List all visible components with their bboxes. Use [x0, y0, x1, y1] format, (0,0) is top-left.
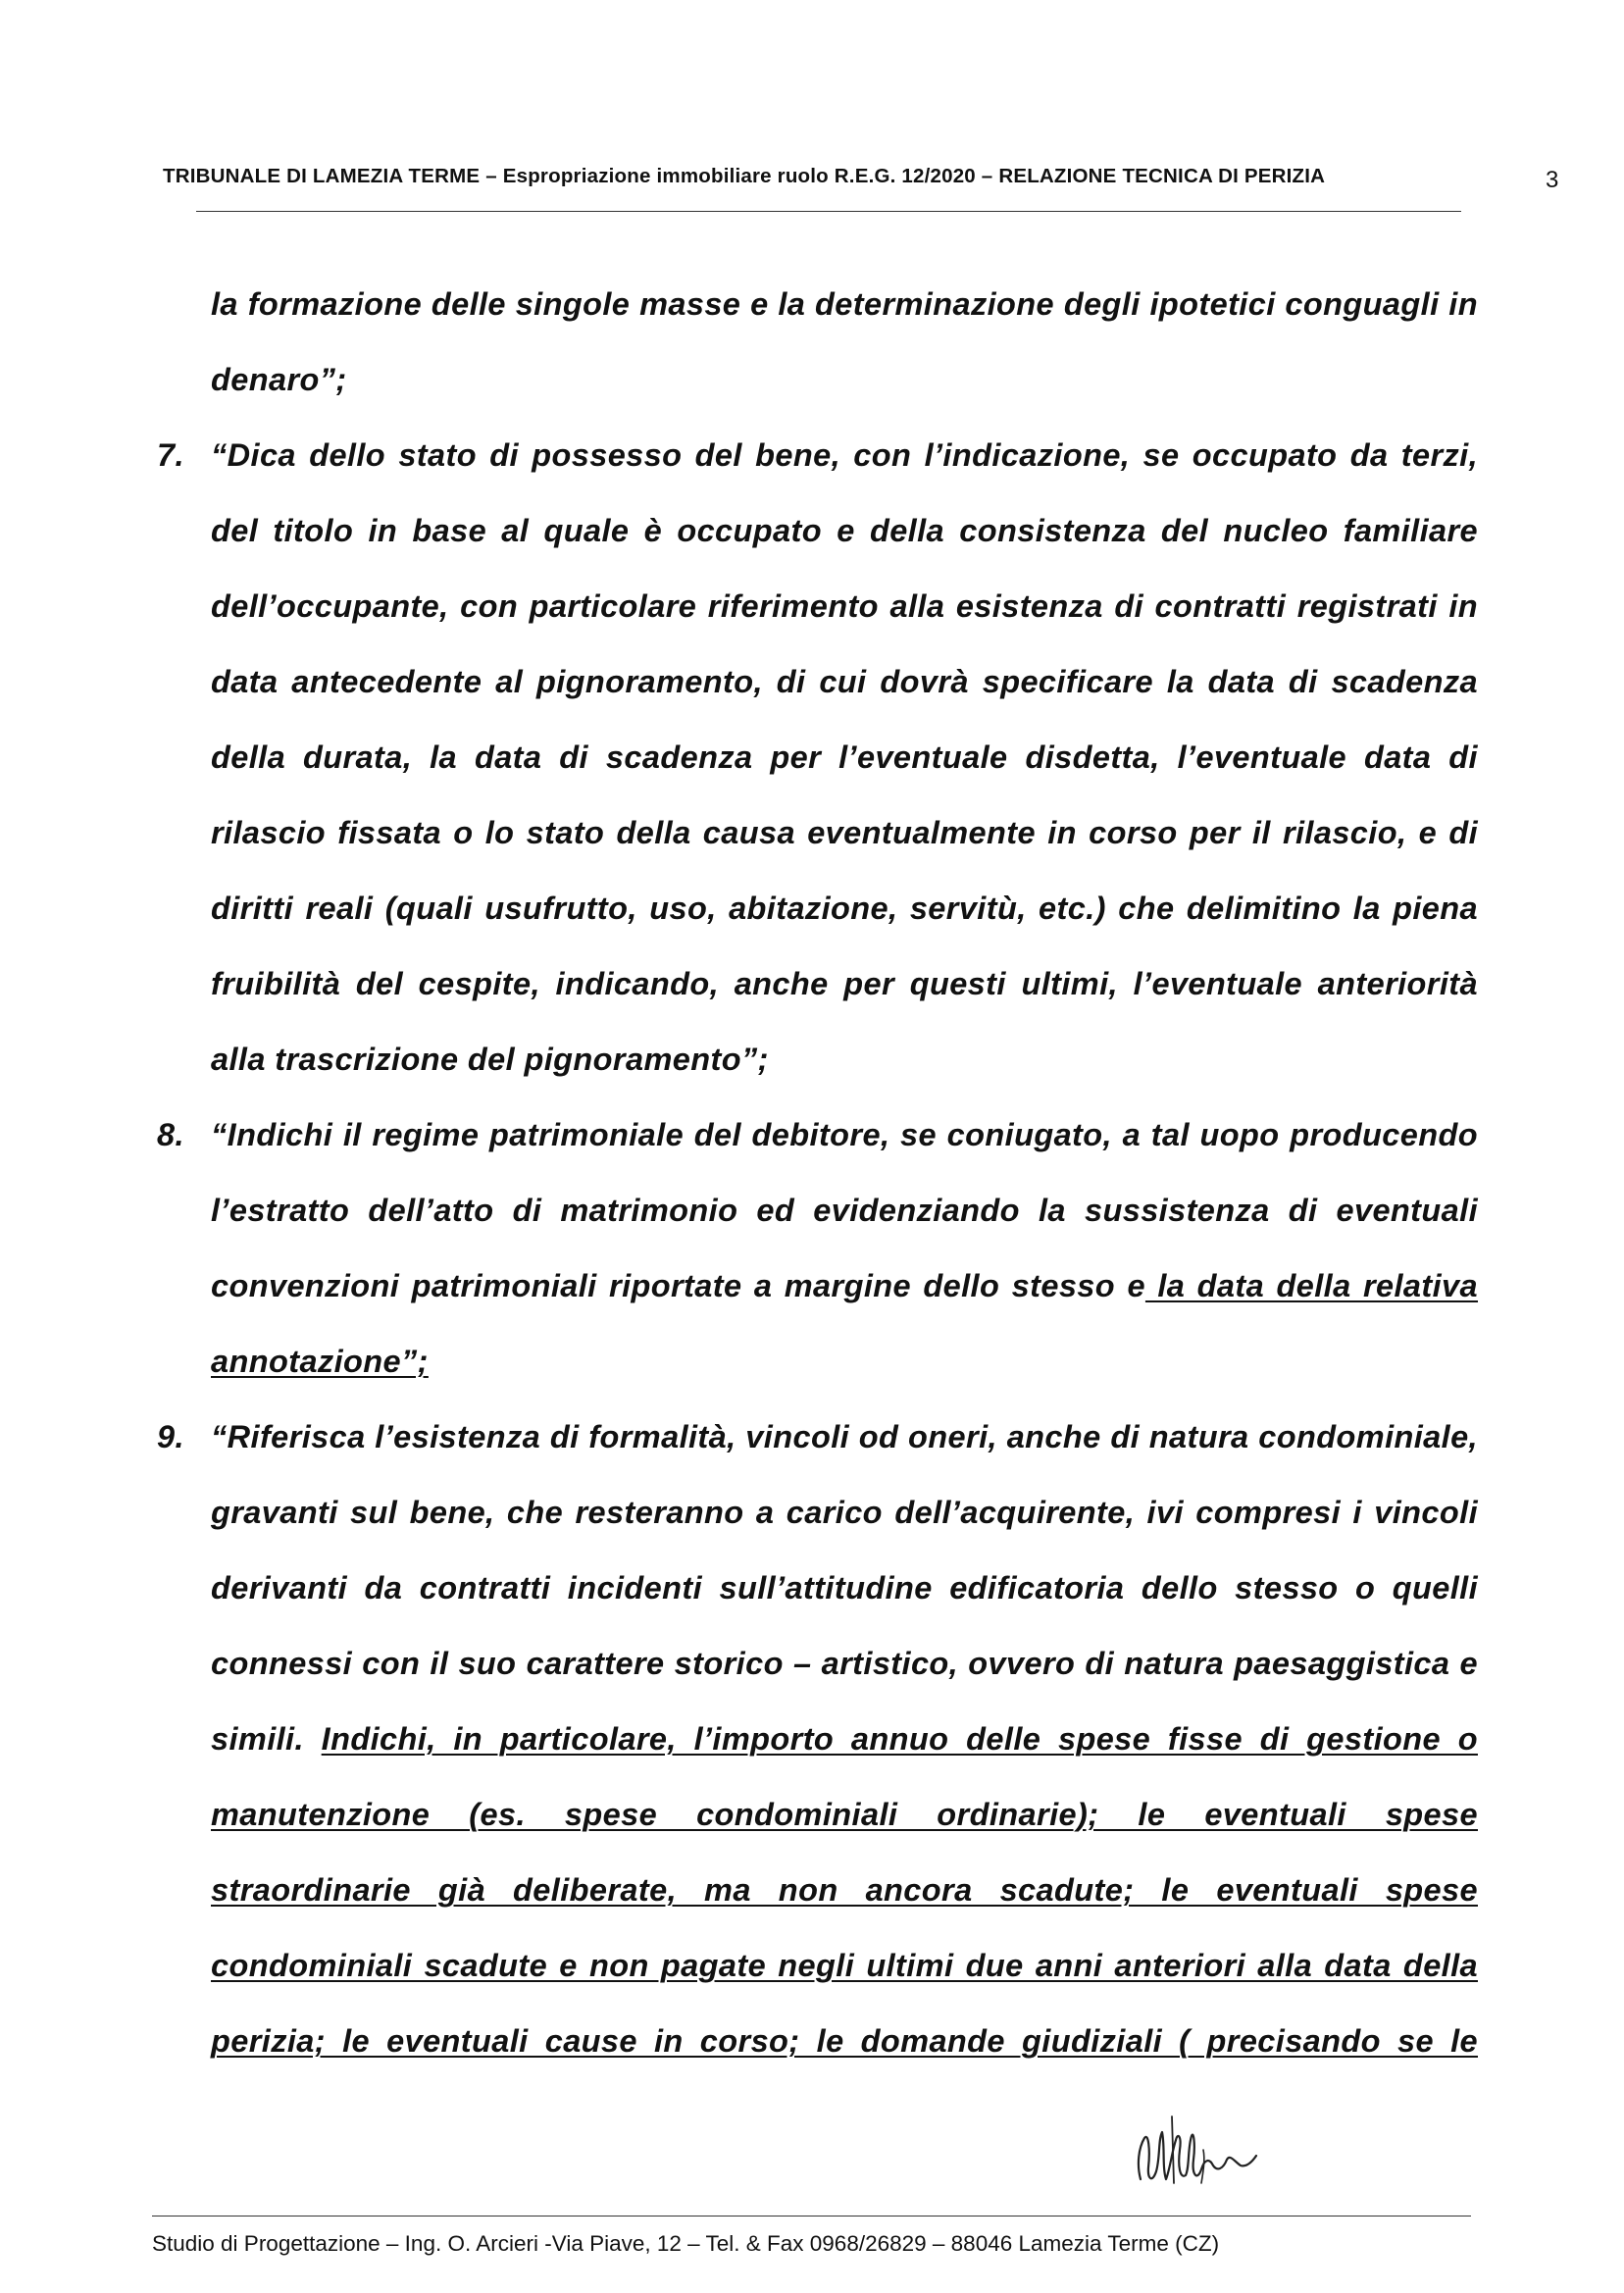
text-line — [211, 1946, 1478, 1985]
text-line: data antecedente al pignoramento, di cui dovrà specificare la data di scadenza — [211, 664, 1478, 699]
header-separator: – — [480, 165, 503, 187]
text-line — [211, 1266, 1478, 1305]
header-court: TRIBUNALE DI LAMEZIA TERME — [163, 165, 481, 187]
header-report-title: RELAZIONE TECNICA DI PERIZIA — [998, 165, 1326, 187]
text-line: del titolo in base al quale è occupato e della consistenza del nucleo familiare — [211, 513, 1478, 548]
text-line: dell’occupante, con particolare riferimento alla esistenza di contratti registrati in — [211, 588, 1478, 624]
text-line — [211, 1342, 1478, 1381]
text-line — [211, 1795, 1478, 1834]
item-number-9: 9. — [157, 1419, 184, 1454]
underlined-text: perizia; le eventuali cause in corso; le domande giudiziali ( precisando se le — [211, 2023, 1478, 2059]
text-line: gravanti sul bene, che resteranno a carico dell’acquirente, ivi compresi i vincoli — [211, 1495, 1478, 1530]
text-line: della durata, la data di scadenza per l’eventuale disdetta, l’eventuale data di — [211, 739, 1478, 775]
text-line: derivanti da contratti incidenti sull’attitudine edificatoria dello stesso o quelli — [211, 1570, 1478, 1605]
text-line: l’estratto dell’atto di matrimonio ed evidenziando la sussistenza di eventuali — [211, 1193, 1478, 1228]
signature-icon — [1133, 2111, 1260, 2189]
footer-rule — [152, 2216, 1471, 2217]
text-line: denaro”; — [211, 362, 347, 397]
text-line: alla trascrizione del pignoramento”; — [211, 1042, 769, 1077]
underlined-text: la data della relativa — [1144, 1268, 1479, 1303]
underlined-text: condominiali scadute e non pagate negli ultimi due anni anteriori alla data della — [211, 1948, 1478, 1983]
header-procedure: Espropriazione immobiliare ruolo R.E.G. 12/2020 — [502, 165, 976, 187]
page-footer: Studio di Progettazione – Ing. O. Arcieri -Via Piave, 12 – Tel. & Fax 0968/26829 – 88046 Lamezia Terme (CZ) — [152, 2231, 1220, 2256]
page-number: 3 — [1546, 167, 1559, 193]
underlined-text: annotazione”; — [211, 1344, 429, 1379]
underlined-text: manutenzione (es. spese condominiali ordinarie); le eventuali spese — [211, 1797, 1478, 1832]
text-line: “Indichi il regime patrimoniale del debitore, se coniugato, a tal uopo producendo — [211, 1117, 1478, 1152]
page-header — [163, 165, 1457, 188]
text-line — [211, 1870, 1478, 1910]
underlined-text: Indichi, in particolare, l’importo annuo delle spese fisse di gestione o — [321, 1721, 1478, 1757]
item-number-8: 8. — [157, 1117, 184, 1152]
underlined-text: straordinarie già deliberate, ma non ancora scadute; le eventuali spese — [211, 1872, 1478, 1908]
text-segment: convenzioni patrimoniali riportate a margine dello stesso e — [211, 1268, 1145, 1303]
header-separator: – — [975, 165, 999, 187]
text-line — [211, 2021, 1478, 2061]
text-line: connessi con il suo carattere storico – artistico, ovvero di natura paesaggistica e — [211, 1646, 1478, 1681]
item-number-7: 7. — [157, 437, 184, 473]
text-line: la formazione delle singole masse e la determinazione degli ipotetici conguagli in — [211, 286, 1478, 322]
text-line: rilascio fissata o lo stato della causa eventualmente in corso per il rilascio, e di — [211, 815, 1478, 850]
text-line — [211, 1719, 1478, 1758]
text-line: diritti reali (quali usufrutto, uso, abitazione, servitù, etc.) che delimitino la piena — [211, 891, 1478, 926]
header-rule — [196, 211, 1461, 212]
text-line: “Dica dello stato di possesso del bene, con l’indicazione, se occupato da terzi, — [211, 437, 1478, 473]
text-line: fruibilità del cespite, indicando, anche per questi ultimi, l’eventuale anteriorità — [211, 966, 1478, 1001]
text-line: “Riferisca l’esistenza di formalità, vincoli od oneri, anche di natura condominiale, — [211, 1419, 1478, 1454]
text-segment: simili. — [211, 1721, 322, 1757]
